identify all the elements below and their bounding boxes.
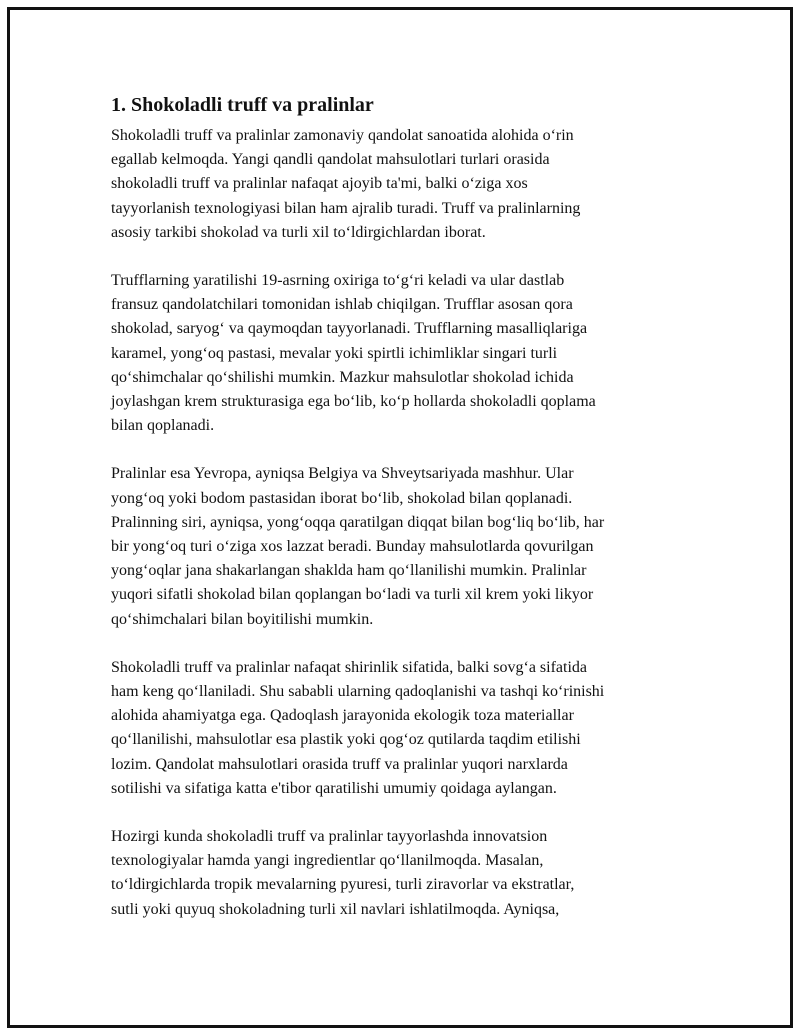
paragraph-line: shokolad, saryogʻ va qaymoqdan tayyorlanadi. Trufflarning masalliqlariga (111, 320, 588, 338)
paragraph-line: Pralinning siri, ayniqsa, yongʻoqqa qaratilgan diqqat bilan bogʻliq boʻlib, har (111, 513, 605, 531)
paragraph-4 (111, 656, 711, 801)
paragraph-line: Trufflarning yaratilishi 19-asrning oxiriga toʻgʻri keladi va ular dastlab (111, 272, 565, 290)
paragraph-line: ham keng qoʻllaniladi. Shu sababli ularning qadoqlanishi va tashqi koʻrinishi (111, 683, 605, 701)
paragraph-line: Pralinlar esa Yevropa, ayniqsa Belgiya va Shveytsariyada mashhur. Ular (111, 465, 574, 483)
paragraph-line: egallab kelmoqda. Yangi qandli qandolat mahsulotlari turlari orasida (111, 151, 550, 169)
paragraph-line: joylashgan krem strukturasiga ega boʻlib, koʻp hollarda shokoladli qoplama (111, 393, 596, 411)
paragraph-line: qoʻllanilishi, mahsulotlar esa plastik yoki qogʻoz qutilarda taqdim etilishi (111, 731, 581, 749)
paragraph-line: qoʻshimchalari bilan boyitilishi mumkin. (111, 610, 374, 628)
paragraph-line: yuqori sifatli shokolad bilan qoplangan boʻladi va turli xil krem yoki likyor (111, 586, 594, 604)
paragraph-line: bilan qoplanadi. (111, 417, 215, 435)
paragraph-line: shokoladli truff va pralinlar nafaqat ajoyib ta'mi, balki oʻziga xos (111, 175, 528, 193)
paragraph-1 (111, 124, 711, 245)
document-body (111, 92, 711, 946)
paragraph-line: yongʻoqlar jana shakarlangan shaklda ham qoʻllanilishi mumkin. Pralinlar (111, 562, 587, 580)
paragraph-line: alohida ahamiyatga ega. Qadoqlash jarayonida ekologik toza materiallar (111, 707, 574, 725)
paragraph-line: lozim. Qandolat mahsulotlari orasida truff va pralinlar yuqori narxlarda (111, 755, 568, 773)
paragraph-line: toʻldirgichlarda tropik mevalarning pyuresi, turli ziravorlar va ekstratlar, (111, 876, 575, 894)
paragraph-5 (111, 825, 711, 922)
paragraph-2 (111, 269, 711, 438)
paragraph-line: asosiy tarkibi shokolad va turli xil toʻldirgichlardan iborat. (111, 223, 486, 241)
paragraph-line: Hozirgi kunda shokoladli truff va pralinlar tayyorlashda innovatsion (111, 828, 548, 846)
paragraph-line: karamel, yongʻoq pastasi, mevalar yoki spirtli ichimliklar singari turli (111, 344, 558, 362)
section-heading: 1. Shokoladli truff va pralinlar (111, 94, 374, 116)
paragraph-line: sutli yoki quyuq shokoladning turli xil navlari ishlatilmoqda. Ayniqsa, (111, 900, 560, 918)
paragraph-3 (111, 462, 711, 631)
paragraph-line: Shokoladli truff va pralinlar nafaqat shirinlik sifatida, balki sovgʻa sifatida (111, 658, 588, 676)
paragraph-line: yongʻoq yoki bodom pastasidan iborat boʻlib, shokolad bilan qoplanadi. (111, 489, 573, 507)
paragraph-line: fransuz qandolatchilari tomonidan ishlab chiqilgan. Trufflar asosan qora (111, 296, 573, 314)
paragraph-line: qoʻshimchalar qoʻshilishi mumkin. Mazkur mahsulotlar shokolad ichida (111, 368, 574, 386)
paragraph-line: texnologiyalar hamda yangi ingredientlar qoʻllanilmoqda. Masalan, (111, 852, 544, 870)
paragraph-line: Shokoladli truff va pralinlar zamonaviy qandolat sanoatida alohida oʻrin (111, 127, 574, 144)
paragraph-line: bir yongʻoq turi oʻziga xos lazzat beradi. Bunday mahsulotlarda qovurilgan (111, 538, 594, 556)
paragraph-line: sotilishi va sifatiga katta e'tibor qaratilishi umumiy qoidaga aylangan. (111, 779, 557, 797)
paragraph-line: tayyorlanish texnologiyasi bilan ham ajralib turadi. Truff va pralinlarning (111, 199, 581, 217)
